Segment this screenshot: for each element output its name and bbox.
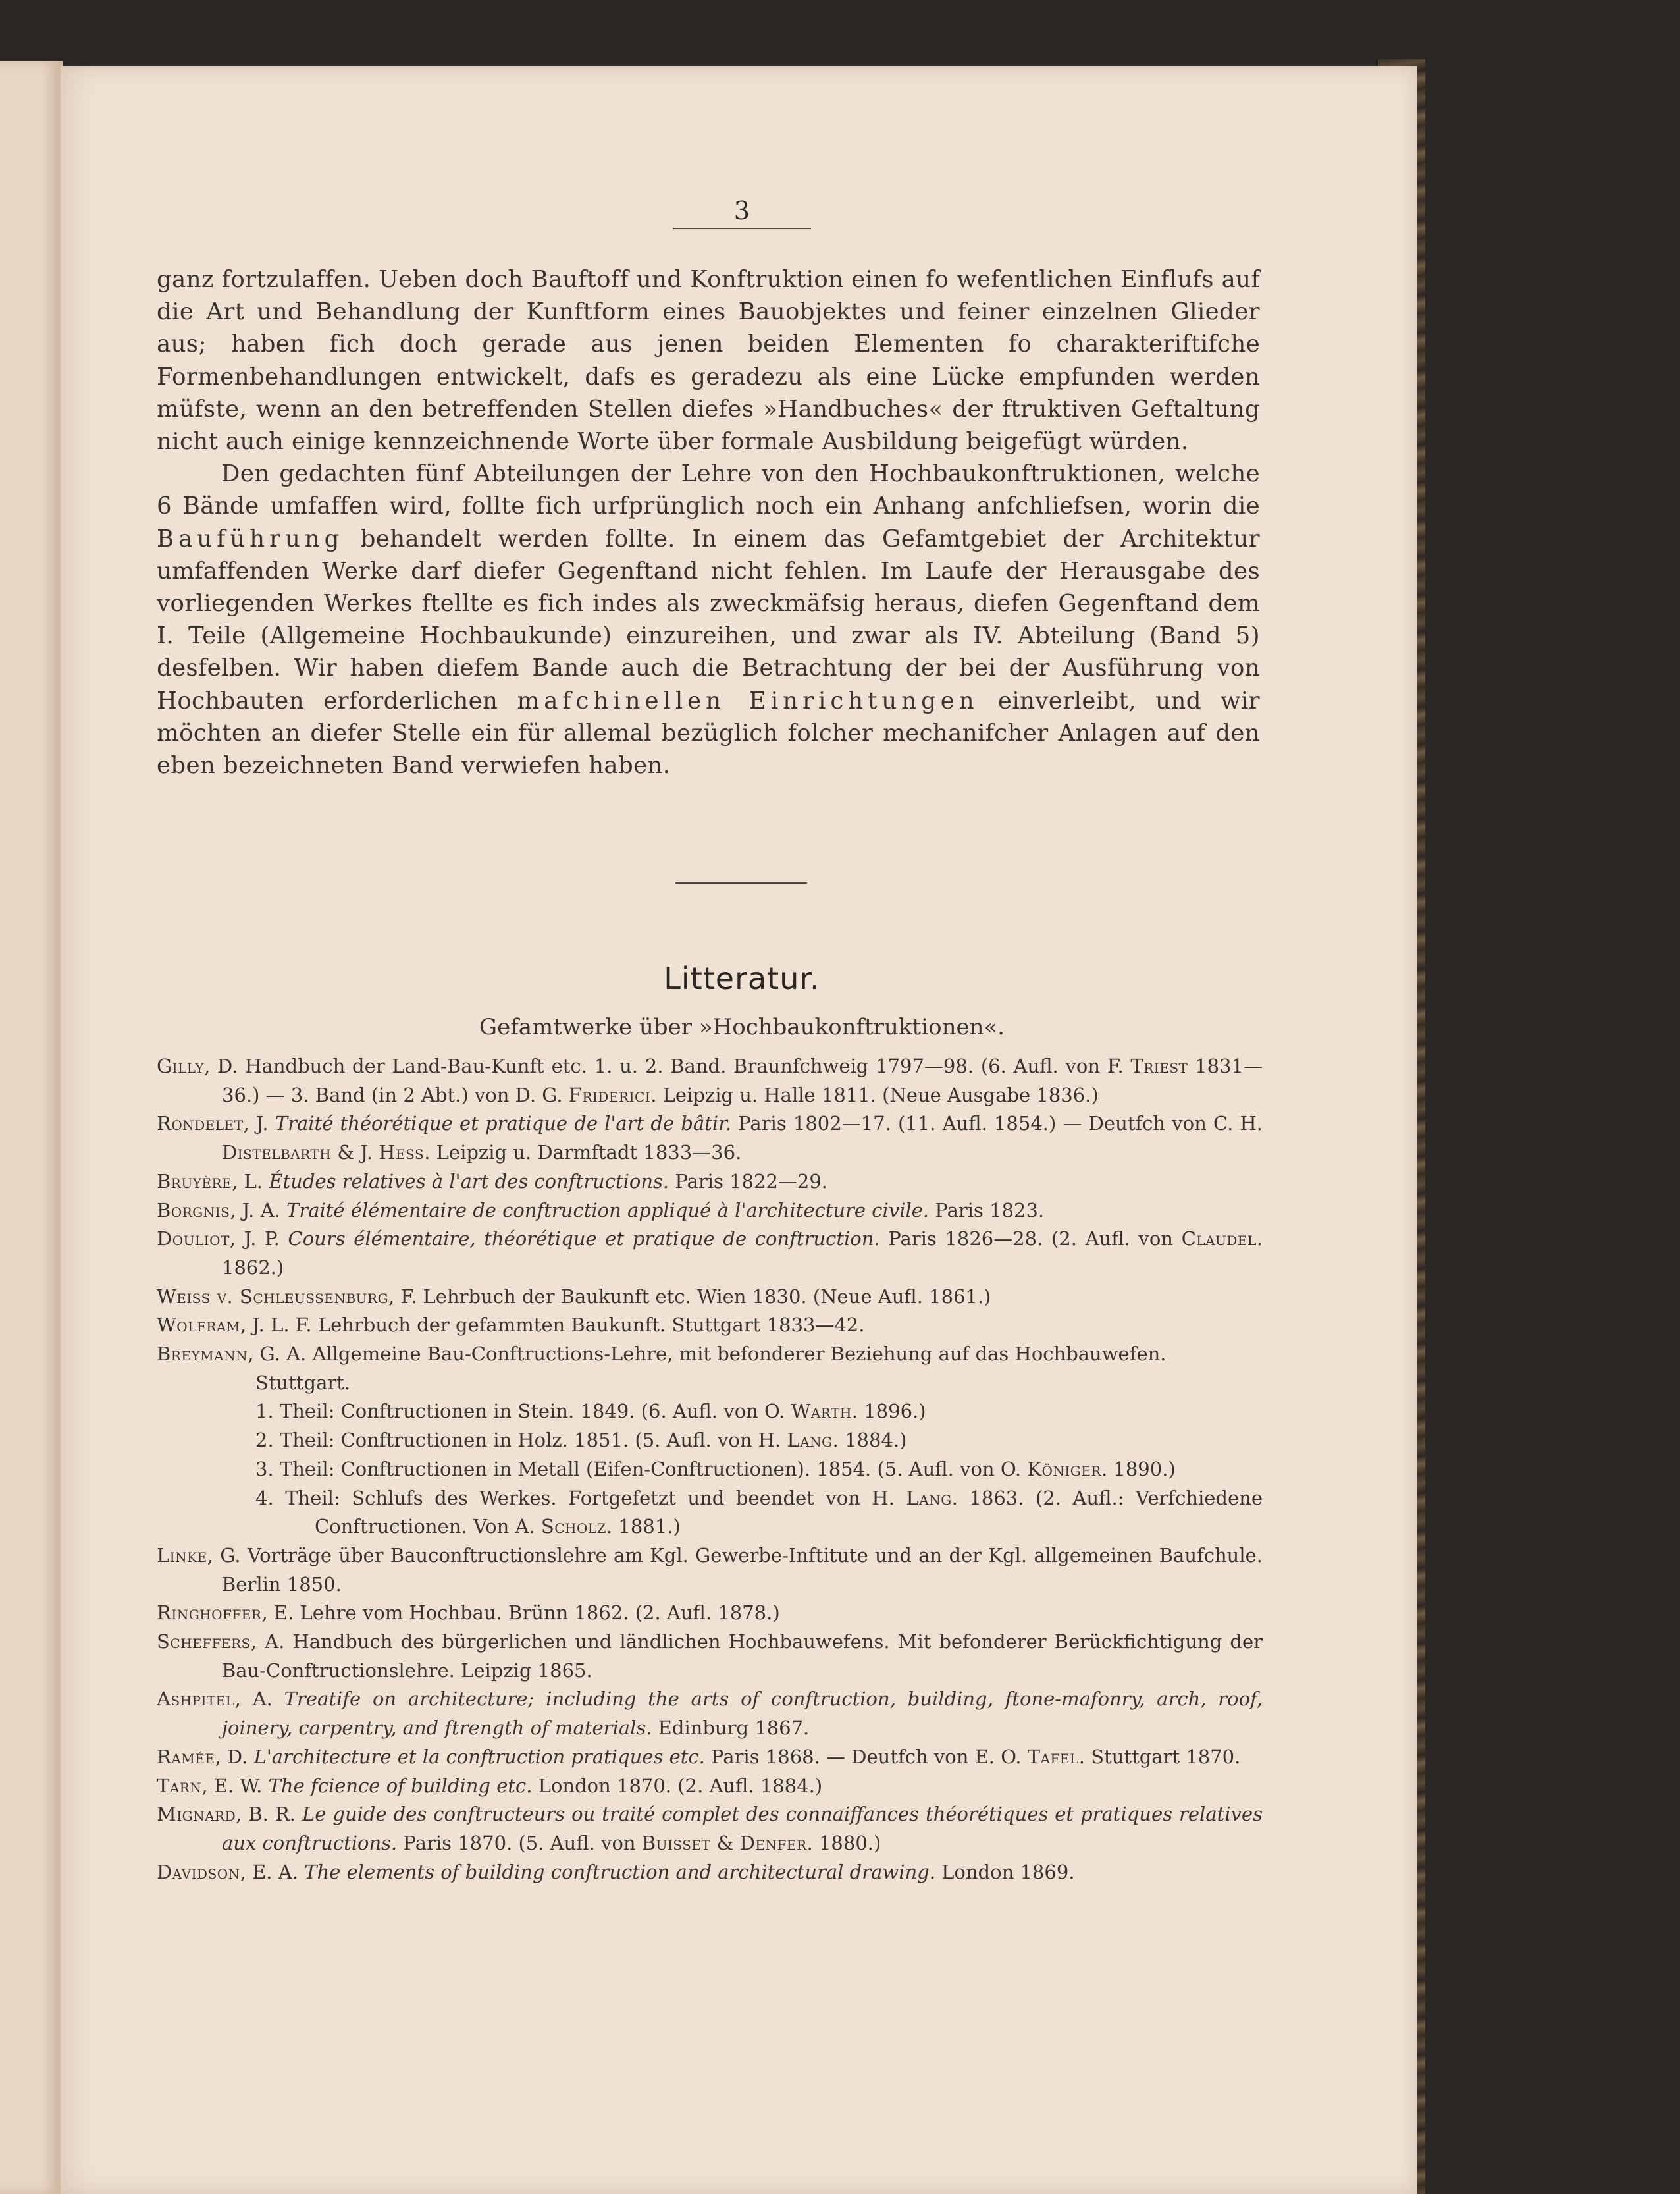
text-run: . Leipzig u. Halle 1811. (Neue Ausgabe 1836.) xyxy=(650,1083,1099,1106)
bibliography-subentry xyxy=(157,1397,1263,1426)
author-name: Douliot xyxy=(157,1227,230,1250)
bibliography-subentry xyxy=(157,1369,1263,1398)
bibliography-entry xyxy=(157,1110,1263,1167)
text-run: Paris 1822—29. xyxy=(669,1169,828,1192)
text-run: London 1869. xyxy=(935,1860,1075,1883)
author-name: Rondelet xyxy=(157,1112,244,1135)
text-run: 3. Theil: Conftructionen in Metall (Eifen-Conftructionen). 1854. (5. Aufl. von O. xyxy=(255,1457,1028,1480)
author-name: Tafel xyxy=(1027,1745,1079,1768)
text-run: , J. P. xyxy=(229,1227,288,1250)
author-name: Mignard xyxy=(157,1803,236,1826)
text-run: . 1881.) xyxy=(606,1515,681,1538)
book-title: Le guide des conftructeurs ou traité complet des connaiffances théorétiques et pratiques relatives aux conftructions. xyxy=(222,1803,1263,1854)
text-run: Paris 1870. (5. Aufl. von xyxy=(397,1831,642,1854)
author-name: Lang xyxy=(906,1486,952,1509)
bibliography-subentry xyxy=(157,1455,1263,1484)
text-run: , E. W. xyxy=(201,1774,269,1797)
author-name: Königer xyxy=(1027,1457,1101,1480)
author-name: Weiss v. Schleussenburg xyxy=(157,1285,389,1308)
text-run: . Leipzig u. Darmftadt 1833—36. xyxy=(424,1141,742,1164)
page-number: 3 xyxy=(733,196,750,225)
book-title: L'architecture et la conftruction pratiques etc. xyxy=(253,1745,705,1768)
author-name: Ramée xyxy=(157,1745,215,1768)
text-run: . 1862.) xyxy=(222,1227,1263,1279)
text-run: , J. xyxy=(243,1112,275,1135)
author-name: Bruyère xyxy=(157,1169,232,1192)
book-title: Treatife on architecture; including the arts of conftruction, building, ftone-mafonry, arch, roof, joinery, carpentry, and ftrength of materials. xyxy=(222,1688,1263,1740)
text-run: Paris 1802—17. (11. Aufl. 1854.) — Deutfch von C. H. xyxy=(731,1112,1263,1135)
text-run: , E. Lehre vom Hochbau. Brünn 1862. (2. Aufl. 1878.) xyxy=(261,1601,780,1624)
facing-page-edge xyxy=(0,61,63,2194)
text-run: . 1880.) xyxy=(806,1831,881,1854)
text-run: . 1884.) xyxy=(832,1429,907,1452)
text-run: , F. Lehrbuch der Baukunft etc. Wien 1830. (Neue Aufl. 1861.) xyxy=(388,1285,991,1308)
text-run: Paris 1868. — Deutfch von E. O. xyxy=(704,1745,1028,1768)
body-paragraph xyxy=(157,263,1260,458)
text-run: & xyxy=(710,1831,740,1854)
book-title: Cours élémentaire, théorétique et pratique de conftruction. xyxy=(288,1227,880,1250)
author-name: Claudel xyxy=(1181,1227,1257,1250)
bibliography-entry xyxy=(157,1052,1263,1110)
author-name: Borgnis xyxy=(157,1198,230,1221)
literature-heading: Litteratur. xyxy=(664,961,820,996)
text-run: einverleibt, und wir möchten an diefer Stelle ein für allemal bezüglich folcher mechanifcher Anlagen auf den eben bezeichneten Band verwiefen haben. xyxy=(157,687,1261,780)
author-name: Davidson xyxy=(157,1860,240,1883)
text-run: Paris 1826—28. (2. Aufl. von xyxy=(879,1227,1182,1250)
bibliography-entry xyxy=(157,1858,1263,1887)
bibliography-entry xyxy=(157,1196,1263,1225)
text-run: , D. Handbuch der Land-Bau-Kunft etc. 1. u. 2. Band. Braunfchweig 1797—98. (6. Aufl. von F. xyxy=(204,1055,1131,1077)
bibliography-entry xyxy=(157,1599,1263,1628)
bibliography-entry xyxy=(157,1800,1263,1858)
text-run: behandelt werden follte. In einem das Gefamtgebiet der Architektur umfaffenden Werke darf diefer Gegenftand nicht fehlen. Im Laufe der Herausgabe des vorliegenden Werkes ftellte es fich indes als zweckmäfsig heraus, diefen Gegenftand dem I. Teile (Allgemeine Hochbaukunde) einzureihen, und zwar als IV. Abteilung (Band 5) desfelben. Wir haben diefem Bande auch die Betrachtung der bei der Ausführung von Hochbauten erforderlichen xyxy=(157,525,1260,714)
bibliography-entry xyxy=(157,1167,1263,1196)
text-run: mafchinellen Einrichtungen xyxy=(517,687,979,714)
text-run: 4. Theil: Schlufs des Werkes. Fortgefetzt und beendet von H. xyxy=(255,1486,906,1509)
body-paragraph xyxy=(157,458,1260,782)
author-name: Ringhoffer xyxy=(157,1601,262,1624)
author-name: Gilly xyxy=(157,1055,205,1077)
author-name: Warth xyxy=(791,1400,852,1423)
text-run: Stuttgart. xyxy=(255,1371,351,1394)
text-run: Den gedachten fünf Abteilungen der Lehre von den Hochbaukonftruktionen, welche 6 Bände umfaffen wird, follte fich urfprünglich noch ein Anhang anfchliefsen, worin die xyxy=(157,460,1260,520)
bibliography-list xyxy=(157,1052,1263,1886)
text-run: . 1863. (2. Aufl.: Verfchiedene Conftructionen. Von A. xyxy=(315,1486,1263,1538)
author-name: Buisset xyxy=(641,1831,711,1854)
author-name: Breymann xyxy=(157,1343,248,1366)
author-name: Triest xyxy=(1130,1055,1188,1077)
bibliography-entry xyxy=(157,1772,1263,1801)
bibliography-entry xyxy=(157,1340,1263,1369)
text-run: , A. Handbuch des bürgerlichen und ländlichen Hochbauwefens. Mit befonderer Berückfichtigung der Bau-Conftructionslehre. Leipzig 1865. xyxy=(222,1630,1263,1682)
author-name: Scholz xyxy=(540,1515,607,1538)
bibliography-entry xyxy=(157,1541,1263,1599)
text-run: Edinburg 1867. xyxy=(652,1717,810,1740)
bibliography-subentry xyxy=(157,1484,1263,1541)
author-name: Wolfram xyxy=(157,1314,240,1337)
text-run: Bauführung xyxy=(157,525,344,552)
book-title: The fcience of building etc. xyxy=(268,1774,533,1797)
text-run: 2. Theil: Conftructionen in Holz. 1851. (5. Aufl. von H. xyxy=(255,1429,787,1452)
author-name: Denfer xyxy=(739,1831,807,1854)
author-name: Hess xyxy=(379,1141,425,1164)
page-number-rule xyxy=(673,228,811,229)
book-title: Traité théorétique et pratique de l'art de bâtir. xyxy=(275,1112,731,1135)
text-run: , A. xyxy=(234,1688,284,1711)
bibliography-entry xyxy=(157,1225,1263,1282)
bibliography-entry xyxy=(157,1685,1263,1742)
text-run: , J. L. F. Lehrbuch der gefammten Baukunft. Stuttgart 1833—42. xyxy=(240,1314,865,1337)
text-run: London 1870. (2. Aufl. 1884.) xyxy=(532,1774,823,1797)
book-title: The elements of building conftruction and architectural drawing. xyxy=(304,1860,935,1883)
bibliography-subentry xyxy=(157,1426,1263,1455)
text-run: , B. R. xyxy=(236,1803,302,1826)
text-run: . 1896.) xyxy=(851,1400,926,1423)
author-name: Linke xyxy=(157,1543,207,1566)
text-run: , L. xyxy=(232,1169,269,1192)
bibliography-entry xyxy=(157,1283,1263,1312)
literature-subheading: Gefamtwerke über »Hochbaukonftruktionen«. xyxy=(479,1014,1005,1040)
author-name: Distelbarth xyxy=(222,1141,332,1164)
text-run: , D. xyxy=(215,1745,254,1768)
author-name: Ashpitel xyxy=(157,1688,235,1711)
text-run: & J. xyxy=(331,1141,379,1164)
text-run: ganz fortzulaffen. Ueben doch Bauftoff und Konftruktion einen fo wefentlichen Einflufs auf die Art und Behandlung der Kunftform eines Bauobjektes und feiner einzelnen Glieder aus; haben fich doch gerade aus jenen beiden Elementen fo charakteriftifche Formenbehandlungen entwickelt, dafs es geradezu als eine Lücke empfunden werden müfste, wenn an den betreffenden Stellen diefes »Handbuches« der ftruktiven Geftaltung nicht auch einige kennzeichnende Worte über formale Ausbildung beigefügt würden. xyxy=(157,266,1260,456)
text-run: , G. Vorträge über Bauconftructionslehre am Kgl. Gewerbe-Inftitute und an der Kgl. allgemeinen Baufchule. Berlin 1850. xyxy=(207,1543,1263,1595)
bibliography-entry xyxy=(157,1743,1263,1772)
text-run: , J. A. xyxy=(230,1198,286,1221)
book-title: Études relatives à l'art des conftructions. xyxy=(269,1169,669,1192)
text-run: 1. Theil: Conftructionen in Stein. 1849. (6. Aufl. von O. xyxy=(255,1400,791,1423)
text-run: 1831—36.) — 3. Band (in 2 Abt.) von D. G. xyxy=(222,1055,1263,1106)
book-page xyxy=(61,66,1417,2194)
body-text xyxy=(157,263,1260,782)
author-name: Friderici xyxy=(568,1083,651,1106)
bibliography-entry xyxy=(157,1311,1263,1340)
book-title: Traité élémentaire de conftruction appliqué à l'architecture civile. xyxy=(286,1198,930,1221)
text-run: . 1890.) xyxy=(1101,1457,1176,1480)
text-run: , E. A. xyxy=(240,1860,305,1883)
author-name: Scheffers xyxy=(157,1630,251,1653)
text-run: , G. A. Allgemeine Bau-Conftructions-Lehre, mit befonderer Beziehung auf das Hochbauwefen. xyxy=(248,1343,1167,1366)
author-name: Tarn xyxy=(157,1774,202,1797)
author-name: Lang xyxy=(787,1429,833,1452)
text-run: . Stuttgart 1870. xyxy=(1078,1745,1241,1768)
section-divider xyxy=(675,882,807,884)
text-run: Paris 1823. xyxy=(929,1198,1045,1221)
bibliography-entry xyxy=(157,1628,1263,1685)
